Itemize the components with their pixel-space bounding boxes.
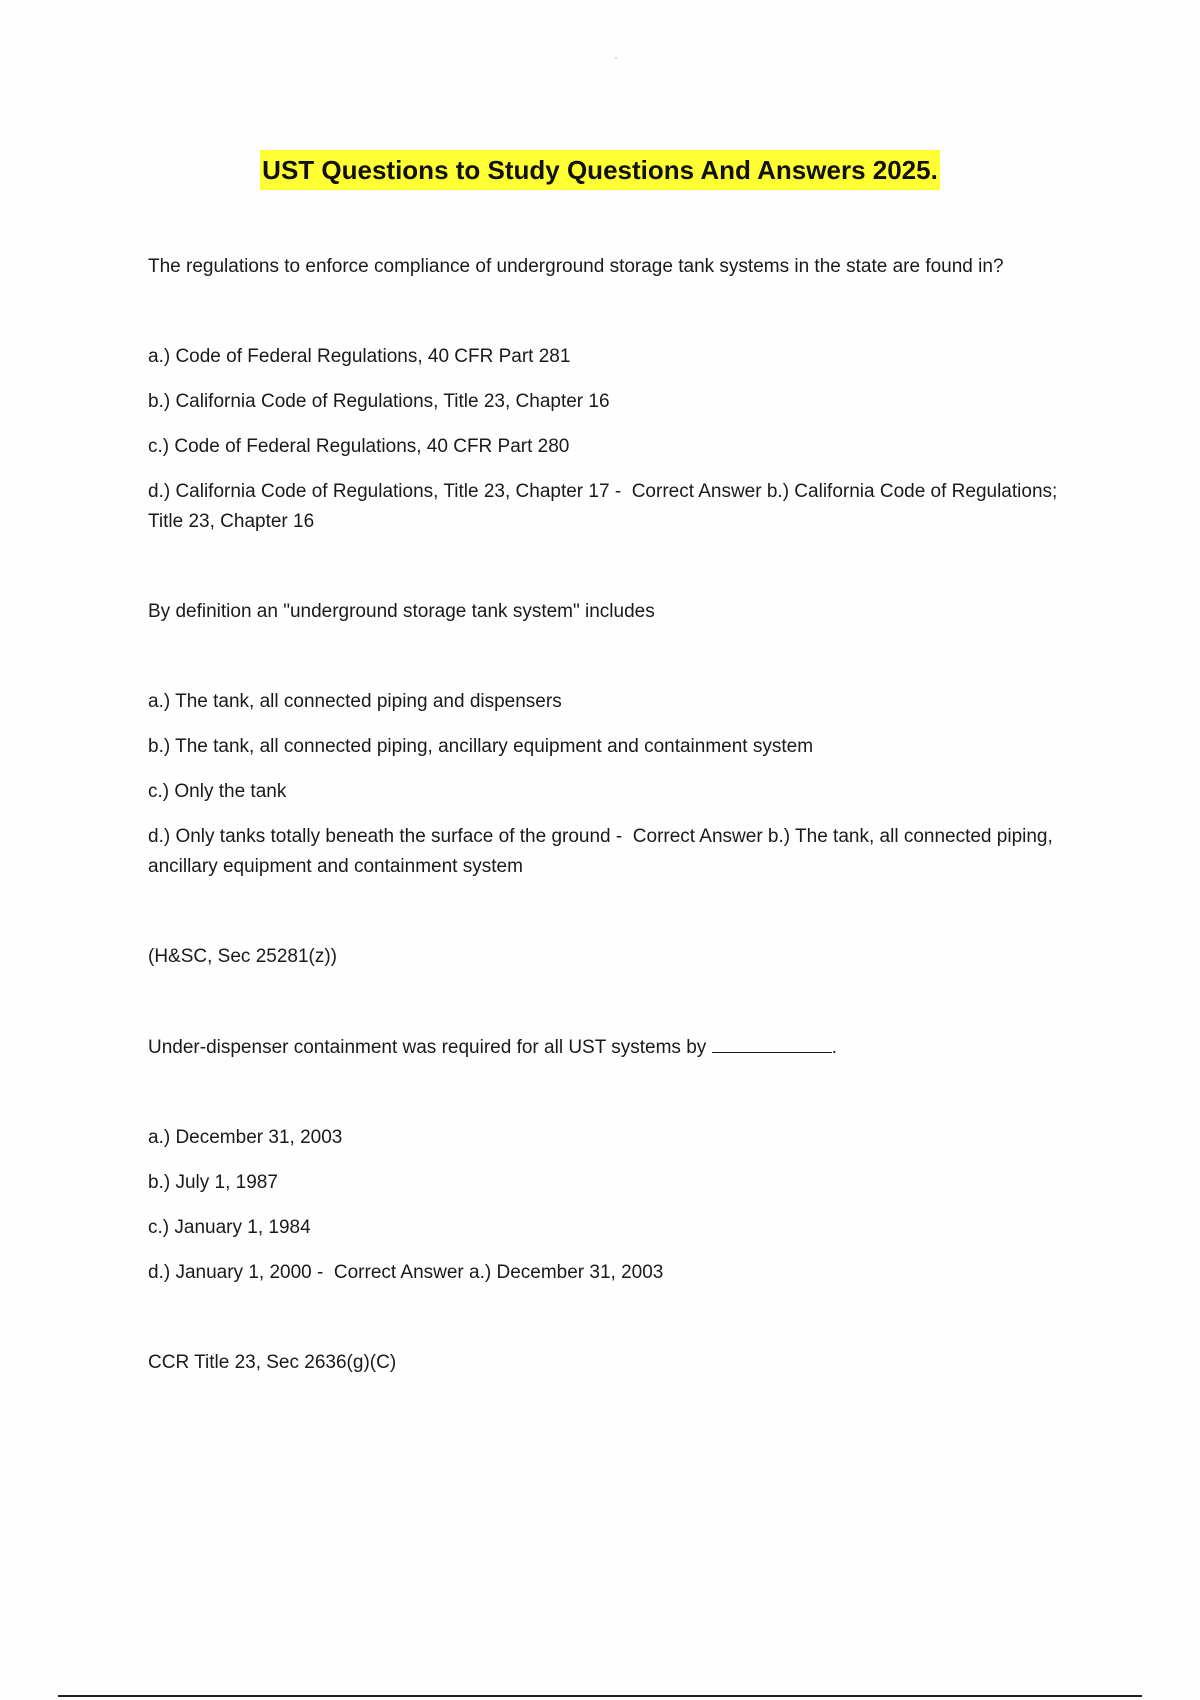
title-container [0, 150, 1200, 190]
question-text: The regulations to enforce compliance of underground storage tank systems in the state are found in? [148, 256, 1004, 277]
document-title: UST Questions to Study Questions And Answers 2025. [260, 150, 940, 190]
question-text [148, 1032, 1068, 1063]
answer-option: c.) Only the tank [148, 781, 287, 802]
answer-option: a.) The tank, all connected piping and dispensers [148, 691, 562, 712]
answer-option: a.) Code of Federal Regulations, 40 CFR Part 281 [148, 346, 571, 367]
answer-option: a.) December 31, 2003 [148, 1127, 343, 1148]
answer-option-with-correct-answer: d.) January 1, 2000 - Correct Answer a.) December 31, 2003 [148, 1262, 664, 1283]
scan-speck [615, 57, 617, 59]
fill-in-blank [712, 1032, 832, 1053]
answer-option-with-correct-answer: d.) California Code of Regulations, Title 23, Chapter 17 - Correct Answer b.) California Code of Regulations; Title 23, Chapter 16 [148, 481, 1063, 532]
answer-option: c.) January 1, 1984 [148, 1217, 311, 1238]
question-block-2 [148, 597, 1068, 972]
question-text-suffix: . [831, 1037, 837, 1058]
answer-option: b.) July 1, 1987 [148, 1172, 278, 1193]
answer-option: b.) The tank, all connected piping, ancillary equipment and containment system [148, 736, 814, 757]
question-text: By definition an "underground storage tank system" includes [148, 601, 655, 622]
reference-citation: (H&SC, Sec 25281(z)) [148, 946, 338, 967]
answer-option-with-correct-answer: d.) Only tanks totally beneath the surface of the ground - Correct Answer b.) The tank, all connected piping, ancillary equipment and containment system [148, 826, 1059, 877]
page-bottom-rule [58, 1695, 1142, 1697]
answer-option: c.) Code of Federal Regulations, 40 CFR Part 280 [148, 436, 570, 457]
reference-citation: CCR Title 23, Sec 2636(g)(C) [148, 1352, 397, 1373]
question-block-3 [148, 1032, 1068, 1378]
question-block-1 [148, 252, 1068, 537]
question-text-prefix: Under-dispenser containment was required for all UST systems by [148, 1037, 712, 1058]
document-body [148, 252, 1068, 1378]
answer-option: b.) California Code of Regulations, Title 23, Chapter 16 [148, 391, 610, 412]
